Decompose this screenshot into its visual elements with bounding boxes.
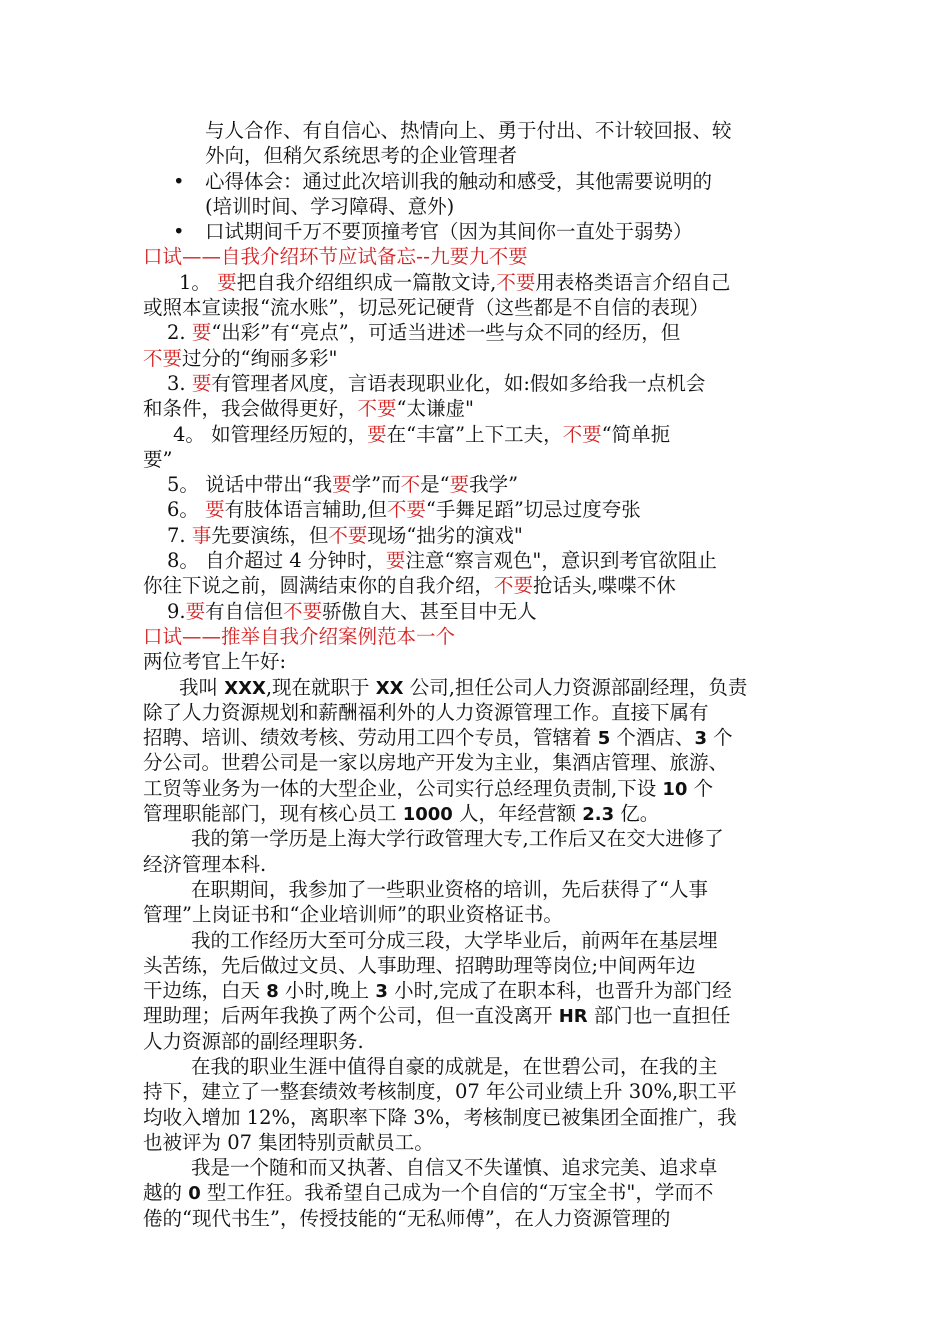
rule-line: 5。 说话中带出“我要学”而不是“要我学” [167,473,519,497]
paragraph-line: 越的 0 型工作狂。我希望自己成为一个自信的“万宝全书"，学而不 [143,1181,714,1205]
paragraph-line: 人力资源部的副经理职务. [143,1029,364,1053]
rule-line: 8。 自介超过 4 分钟时，要注意“察言观色"，意识到考官欲阻止 [167,549,717,573]
paragraph-line: 也被评为 07 集团特别贡献员工。 [143,1130,434,1154]
paragraph-line: 理助理；后两年我换了两个公司，但一直没离开 HR 部门也一直担任 [143,1004,731,1028]
paragraph-line: 我是一个随和而又执著、自信又不失谨慎、追求完美、追求卓 [191,1156,718,1180]
paragraph-line: 我的工作经历大至可分成三段，大学毕业后，前两年在基层埋 [191,928,718,952]
paragraph-line: 经济管理本科. [143,852,267,876]
bullet-item: • 口试期间千万不要顶撞考官（因为其间你一直处于弱势） [173,220,693,244]
bullet-continuation-line: (培训时间、学习障碍、意外) [205,194,455,218]
rule-line: 2. 要“出彩”有“亮点”，可适当进述一些与众不同的经历，但 [167,321,681,345]
rule-line: 4。 如管理经历短的，要在“丰富”上下工夫，不要“简单扼 [173,422,671,446]
bullet-continuation-line: 外向，但稍欠系统思考的企业管理者 [205,144,518,168]
bullet-continuation-line: 与人合作、有自信心、热情向上、勇于付出、不计较回报、较 [205,119,732,142]
section-heading: 口试——推举自我介绍案例范本一个 [143,624,456,648]
bullet-item: • 心得体会：通过此次培训我的触动和感受，其他需要说明的 [173,169,713,193]
bullet-icon: • [173,169,185,193]
document-page [143,118,815,1231]
paragraph-line: 我叫 XXX,现在就职于 XX 公司,担任公司人力资源部副经理，负责 [179,675,748,699]
rule-line: 或照本宣读报“流水账”，切忌死记硬背（这些都是不自信的表现） [143,296,709,320]
bullet-icon: • [173,220,185,244]
rule-line: 3. 要有管理者风度，言语表现职业化，如:假如多给我一点机会 [167,371,706,395]
paragraph-line: 持下，建立了一整套绩效考核制度，07 年公司业绩上升 30%,职工平 [143,1080,737,1104]
paragraph-line: 除了人力资源规划和薪酬福利外的人力资源管理工作。直接下属有 [143,700,709,724]
paragraph-line: 头苦练，先后做过文员、人事助理、招聘助理等岗位;中间两年边 [143,953,696,977]
rule-line: 和条件，我会做得更好，不要“太谦虚" [143,397,474,421]
paragraph-line: 我的第一学历是上海大学行政管理大专,工作后又在交大进修了 [191,827,724,851]
paragraph-line: 在职期间，我参加了一些职业资格的培训，先后获得了“人事 [191,877,708,901]
paragraph-line: 工贸等业务为一体的大型企业，公司实行总经理负责制,下设 10 个 [143,776,714,800]
rule-line: 9.要有自信但不要骄傲自大、甚至目中无人 [167,599,537,623]
rule-line: 要” [143,447,173,471]
paragraph-line: 均收入增加 12%，离职率下降 3%，考核制度已被集团全面推广，我 [143,1105,737,1129]
paragraph-line: 管理”上岗证书和“企业培训师”的职业资格证书。 [143,903,563,927]
paragraph-line: 倦的“现代书生”，传授技能的“无私师傅”，在人力资源管理的 [143,1206,671,1230]
greeting: 两位考官上午好: [143,650,287,674]
rule-line: 你往下说之前，圆满结束你的自我介绍，不要抢话头,喋喋不休 [143,574,676,598]
paragraph-line: 在我的职业生涯中值得自豪的成就是，在世碧公司，在我的主 [191,1054,718,1078]
paragraph-line: 招聘、培训、绩效考核、劳动用工四个专员，管辖着 5 个酒店、3 个 [143,726,733,750]
paragraph-line: 管理职能部门，现有核心员工 1000 人，年经营额 2.3 亿。 [143,802,660,826]
rule-line: 6。 要有肢体语言辅助,但不要“手舞足蹈”切忌过度夸张 [167,498,641,522]
paragraph-line: 干边练，白天 8 小时,晚上 3 小时,完成了在职本科，也晋升为部门经 [143,979,732,1003]
rule-line: 1。 要把自我介绍组织成一篇散文诗,不要用表格类语言介绍自己 [179,270,731,294]
paragraph-line: 分公司。世碧公司是一家以房地产开发为主业，集酒店管理、旅游、 [143,751,729,775]
rule-line: 7. 事先要演练，但不要现场“拙劣的演戏" [167,523,523,547]
rule-line: 不要过分的“绚丽多彩" [143,346,338,370]
section-heading: 口试——自我介绍环节应试备忘--九要九不要 [143,245,528,269]
